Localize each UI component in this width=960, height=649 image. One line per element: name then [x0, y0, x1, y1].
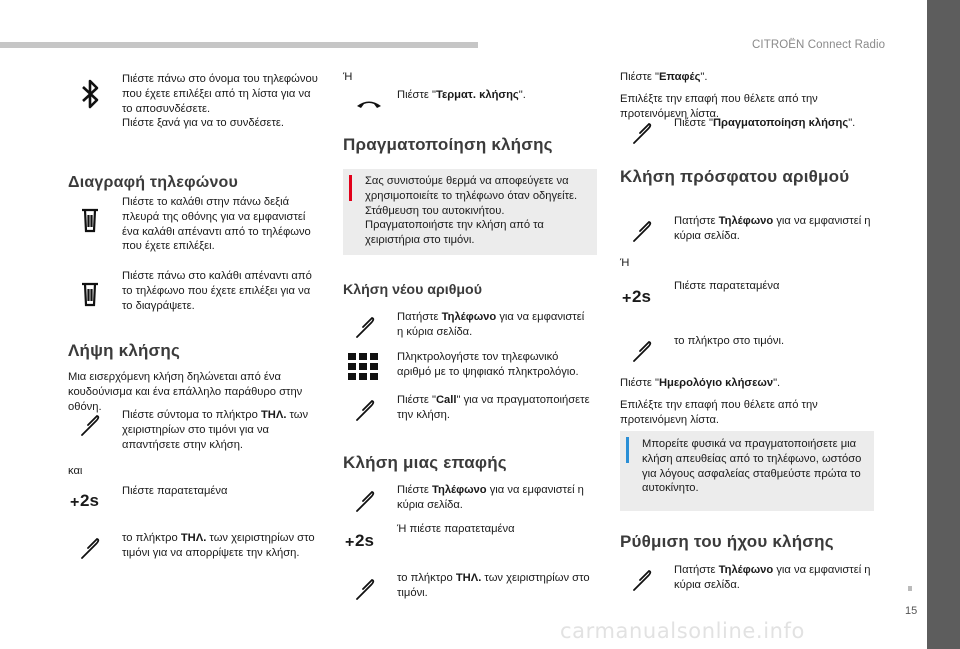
- timer-2s-icon: + 2s: [70, 491, 99, 511]
- or-text: Ή: [343, 71, 353, 83]
- warning-box: [343, 169, 597, 255]
- info-text: Μπορείτε φυσικά να πραγματοποιήσετε μια κλήση απευθείας από το τηλέφωνο, ωστόσο για λόγους ασφαλείας σταθμεύστε πρώτα το αυτοκίνητο.: [642, 438, 862, 495]
- info-box: [620, 431, 874, 511]
- hand-press-icon: [355, 490, 377, 512]
- heading-recent-number: Κλήση πρόσφατου αριθμού: [620, 167, 850, 186]
- recent-text-2: Πιέστε παρατεταμένα: [674, 280, 780, 292]
- new-number-text-3: Πιέστε "Call" για να πραγματοποιήσετε την κλήση.: [397, 394, 590, 421]
- receive-intro: Μια εισερχόμενη κλήση δηλώνεται από ένα κουδούνισμα και ένα επάλληλο παράθυρο στην οθόνη.: [68, 371, 303, 413]
- heading-ringtone: Ρύθμιση του ήχου κλήσης: [620, 532, 834, 551]
- hand-press-icon: [80, 537, 102, 559]
- contact-text-2: Ή πιέστε παρατεταμένα: [397, 523, 515, 535]
- delete-text-1: Πιέστε το καλάθι στην πάνω δεξιά πλευρά της οθόνης για να εμφανιστεί ένα καλάθι απέναντι από το τηλέφωνο που έχετε επιλέξει.: [122, 196, 311, 253]
- hand-press-icon: [355, 316, 377, 338]
- call-log-text: Πιέστε "Ημερολόγιο κλήσεων".: [620, 377, 781, 389]
- short-press-text: Πιέστε σύντομα το πλήκτρο ΤΗΛ. των χειριστηρίων στο τιμόνι για να απαντήσετε στην κλήση.: [122, 409, 309, 451]
- hand-press-icon: [632, 122, 654, 144]
- recent-text-3: το πλήκτρο στο τιμόνι.: [674, 335, 785, 347]
- contact-text-1: Πιέστε Τηλέφωνο για να εμφανιστεί η κύρια σελίδα.: [397, 484, 584, 511]
- heading-new-number: Κλήση νέου αριθμού: [343, 282, 482, 298]
- warning-text: Σας συνιστούμε θερμά να αποφεύγετε να χρησιμοποιείτε το τηλέφωνο όταν οδηγείτε. Στάθμευση του αυτοκινήτου. Πραγματοποιήστε την κλήση από τα χειριστήρια στο τιμόνι.: [365, 175, 578, 247]
- delete-text-2: Πιέστε πάνω στο καλάθι απέναντι από το τηλέφωνο που έχετε επιλέξει για να το διαγράψετε.: [122, 270, 312, 312]
- heading-make-call: Πραγματοποίηση κλήσης: [343, 135, 553, 154]
- hand-press-icon: [355, 578, 377, 600]
- page-number: 15: [905, 605, 918, 617]
- and-text: και: [68, 465, 83, 477]
- hand-press-icon: [632, 569, 654, 591]
- header-title: CITROËN Connect Radio: [752, 39, 886, 51]
- trash-icon: [80, 206, 100, 234]
- heading-delete-phone: Διαγραφή τηλεφώνου: [68, 174, 239, 191]
- timer-2s-icon: + 2s: [622, 287, 651, 307]
- page-side-band: [927, 0, 960, 649]
- hangup-text: Πιέστε "Τερματ. κλήσης".: [397, 89, 526, 101]
- bluetooth-icon: [79, 77, 101, 111]
- select-contact-text: Επιλέξτε την επαφή που θέλετε από την προτεινόμενη λίστα.: [620, 93, 818, 120]
- page-marker: [908, 586, 912, 591]
- trash-icon: [80, 280, 100, 308]
- hand-press-icon: [355, 399, 377, 421]
- new-number-text-2: Πληκτρολογήστε τον τηλεφωνικό αριθμό με το ψηφιακό πληκτρολόγιο.: [397, 351, 579, 378]
- ringtone-text: Πατήστε Τηλέφωνο για να εμφανιστεί η κύρια σελίδα.: [674, 564, 871, 591]
- hang-up-icon: [355, 96, 383, 110]
- or-text: Ή: [620, 257, 630, 269]
- hand-press-icon: [80, 414, 102, 436]
- select-contact-text-2: Επιλέξτε την επαφή που θέλετε από την προτεινόμενη λίστα.: [620, 399, 818, 426]
- new-number-text-1: Πατήστε Τηλέφωνο για να εμφανιστεί η κύρια σελίδα.: [397, 311, 585, 338]
- keypad-icon: [347, 352, 379, 382]
- info-mark: [626, 437, 629, 463]
- long-press-text: Πιέστε παρατεταμένα: [122, 485, 228, 497]
- timer-2s-icon: + 2s: [345, 531, 374, 551]
- bluetooth-text: Πιέστε πάνω στο όνομα του τηλεφώνου που έχετε επιλέξει από τη λίστα για να το αποσυνδέσετε. Πιέστε ξανά για να το συνδέσετε.: [122, 73, 318, 130]
- header-rule: [0, 42, 478, 48]
- contacts-text: Πιέστε "Επαφές".: [620, 71, 708, 83]
- recent-text-1: Πατήστε Τηλέφωνο για να εμφανιστεί η κύρια σελίδα.: [674, 215, 871, 242]
- hand-press-icon: [632, 220, 654, 242]
- reject-key-text: το πλήκτρο ΤΗΛ. των χειριστηρίων στο τιμόνι για να απορρίψετε την κλήση.: [122, 532, 315, 559]
- warning-mark: [349, 175, 352, 201]
- make-call-text: Πιέστε "Πραγματοποίηση κλήσης".: [674, 117, 856, 129]
- watermark: carmanualsonline.info: [560, 619, 805, 643]
- heading-receive-call: Λήψη κλήσης: [68, 341, 181, 360]
- contact-text-3: το πλήκτρο ΤΗΛ. των χειριστηρίων στο τιμόνι.: [397, 572, 590, 599]
- heading-call-contact: Κλήση μιας επαφής: [343, 453, 507, 472]
- hand-press-icon: [632, 340, 654, 362]
